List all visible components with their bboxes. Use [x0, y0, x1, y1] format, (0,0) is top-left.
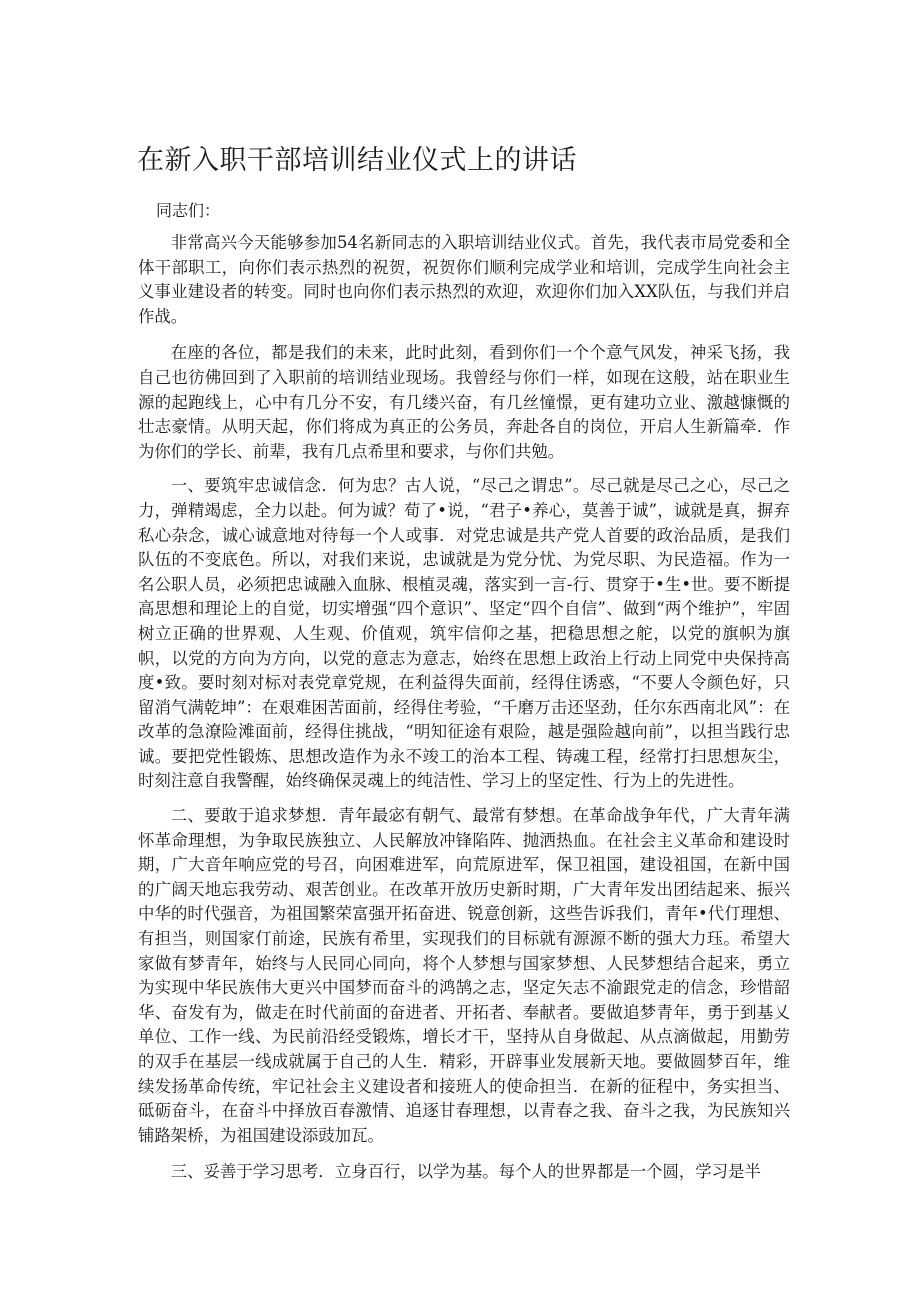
salutation: 同志们： — [156, 201, 221, 220]
paragraph-opening: 非常高兴今天能够参加54名新同志的入职培训结业仪式。首先，我代表市局党委和全体干部职工，向你们表示热烈的祝贺，祝贺你们顺利完成学业和培训，完成学生向社会主义事业建设者的转变。同时也向你们表示热烈的欢迎，欢迎你们加入XX队伍，与我们并启作战。 — [138, 233, 790, 326]
paragraph-point-two: 二、要敢于追求梦想．青年最宓有朝气、最常有梦想。在革命战争年代，广大青年满怀革命理想，为争取民族独立、人民解放冲锋陷阵、抛洒热血。在社会主义革命和建设时期，广大音年响应党的号召，向困难进军，向荒原进军，保卫祖国，建设祖国，在新中国的广阔天地忘我劳动、艰苦创业。在改革开放历史新时期，广大青年发出团结起来、振兴中华的时代强音，为祖国繁荣富强开拓奋进、锐意创新，这些告诉我们，青年•代仃理想、有担当，则国家仃前途，民族有希里，实现我们的目标就有源源不断的强大力珏。希望大家做有梦青年，始终与人民同心同向，将个人梦想与国家梦想、人民梦想结合起来，勇立为实现中华民族伟大更兴中国梦而奋斗的鸿鹄之志，坚定矢志不渝跟党走的信念，珍惜韶华、奋发有为，做走在时代前面的奋进者、开拓者、奉献者。要做追梦青年，勇于到基乂单位、工作一线、为民前沿经受锻炼，增长才干，坚持从自身做起、从点滴做起，用勤劳的双手在基层一线成就属于自己的人生．精彩，开辟事业发展新天地。要做圆梦百年，维续发扬革命传统，牢记社会主义建设者和接班人的使命担当．在新的征程中，务实担当、砥砺奋斗，在奋斗中择放百春激情、追逐甘春理想，以青春之我、奋斗之我，为民族知兴铺路架桥，为祖国建设添豉加瓦。 — [138, 806, 790, 1145]
document-body — [138, 231, 790, 1197]
document-title: 在新入职干部培训结业仪式上的讲话 — [137, 145, 577, 176]
paragraph-point-one: 一、要筑牢忠诚信念．何为忠？古人说，“尽己之谓忠”。尽己就是尽己之心，尽己之力，弹精竭虑，全力以赴。何为诚？荀了•说，“君子•养心，莫善于诚”，诚就是真，摒弃私心杂念，诚心诚意地对待每一个人或事．对党忠诚是共产党人首要的政治品质，是我们队伍的不变底色。所以，对我们来说，忠诚就是为党分忧、为党尽职、为民造福。作为一名公职人员，必须把忠诚融入血脉、根植灵魂，落实到一言-行、贯穿于•生•世。要不断提高思想和理论上的自觉，切实增强“四个意识”、坚定“四个自信”、做到“两个维护”，牢固树立正确的世界观、人生观、价值观，筑牢信仰之基，把稳思想之舵，以党的旗帜为旗帜，以党的方向为方向，以党的意志为意志，始终在思想上政治上行动上同党中央保持高度•致。要时刻对标对表党章党规，在利益得失面前，经得住诱惑，“不要人令颜色好，只留消气满乾坤”：在艰难困苦面前，经得住考验，“千磨万击还坚劲，任尔东西南北风”：在改革的急潦险滩面前，经得住挑战，“明知征途有艰险，越是强险越向前”，以担当践行忠诚。要把党性锻炼、思想改造作为永不竣工的治本工程、铸魂工程，经常打扫思想灰尘，时刻注意自我警醒，始终确保灵魂上的纯洁性、学习上的坚定性、行为上的先进性。 — [138, 476, 790, 791]
paragraph-intro: 在座的各位，都是我们的未来，此时此刻，看到你们一个个意气风发，神采飞扬，我自己也彷佛回到了入职前的培训结业现场。我曾经与你们一样，如现在这般，站在职业生源的起跑线上，心中有几分不安，有几缕兴奋，有几丝憧憬，更有建功立业、激越慷慨的壮志豪情。从明天起，你们将成为真正的公务员，奔赴各自的岗位，开启人生新篇牵．作为你们的学长、前辈，我有几点希里和要求，与你们共勉。 — [138, 343, 790, 461]
paragraph-point-three: 三、妥善于学习思考．立身百行，以学为基。每个人的世界都是一个圆，学习是半 — [170, 1162, 761, 1182]
